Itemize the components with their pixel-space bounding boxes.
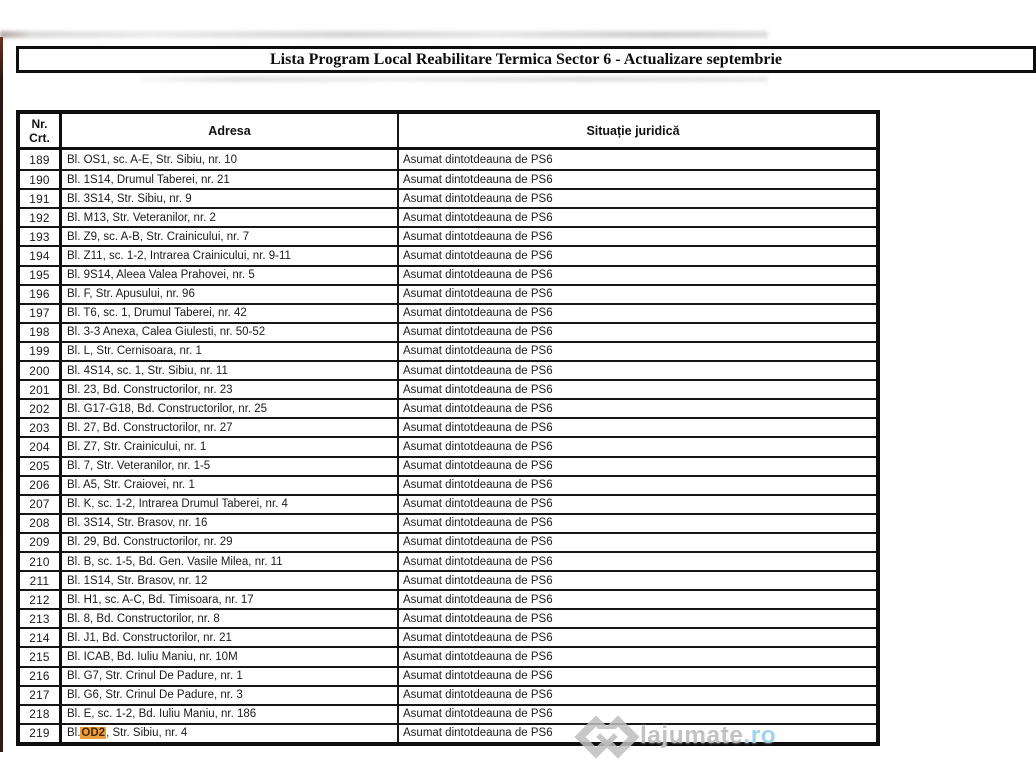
- address-cell: Bl. 8, Bd. Constructorilor, nr. 8: [62, 610, 399, 627]
- table-row: [20, 646, 876, 665]
- address-cell: Bl. 9S14, Aleea Valea Prahovei, nr. 5: [62, 267, 399, 284]
- row-number-cell: 218: [20, 706, 62, 723]
- scan-ghost-band-under-title: [140, 76, 768, 82]
- legal-status-cell: Asumat dintotdeauna de PS6: [403, 650, 553, 663]
- address-cell: Bl. 3-3 Anexa, Calea Giulesti, nr. 50-52: [62, 324, 399, 341]
- legal-status-cell: Asumat dintotdeauna de PS6: [403, 269, 553, 282]
- row-number-cell: 199: [20, 343, 62, 360]
- table-row: [20, 322, 876, 341]
- table-row: [20, 436, 876, 455]
- row-number-cell: 214: [20, 629, 62, 646]
- table-row: [20, 379, 876, 398]
- header-situatie-label: Situație juridică: [586, 123, 680, 138]
- address-cell: Bl. 1S14, Drumul Taberei, nr. 21: [62, 171, 399, 188]
- legal-status-cell: Asumat dintotdeauna de PS6: [403, 153, 553, 166]
- address-text: , Str. Sibiu, nr. 4: [106, 727, 188, 740]
- row-number-cell: 191: [20, 190, 62, 207]
- address-cell: Bl. Z7, Str. Crainicului, nr. 1: [62, 438, 399, 455]
- address-cell: Bl. B, sc. 1-5, Bd. Gen. Vasile Milea, nr. 11: [62, 553, 399, 570]
- table-row: [20, 551, 876, 570]
- row-number-cell: 194: [20, 247, 62, 264]
- address-cell: Bl. 3S14, Str. Sibiu, nr. 9: [62, 190, 399, 207]
- row-number-cell: 192: [20, 209, 62, 226]
- row-number-cell: 197: [20, 305, 62, 322]
- row-number-cell: 195: [20, 267, 62, 284]
- address-cell: Bl. M13, Str. Veteranilor, nr. 2: [62, 209, 399, 226]
- address-text: Bl.: [67, 727, 81, 740]
- address-cell: Bl. E, sc. 1-2, Bd. Iuliu Maniu, nr. 186: [62, 706, 399, 723]
- address-cell: Bl. Z11, sc. 1-2, Intrarea Crainicului, nr. 9-11: [62, 247, 399, 264]
- watermark-brand: lajumate: [640, 722, 744, 749]
- legal-status-cell: Asumat dintotdeauna de PS6: [403, 230, 553, 243]
- table-row: [20, 532, 876, 551]
- header-adresa: [62, 114, 399, 147]
- header-nr-line1: Nr.: [31, 116, 48, 131]
- address-cell: Bl. G6, Str. Crinul De Padure, nr. 3: [62, 687, 399, 704]
- legal-status-cell: Asumat dintotdeauna de PS6: [403, 440, 553, 453]
- row-number-cell: 203: [20, 419, 62, 436]
- address-cell: Bl. L, Str. Cernisoara, nr. 1: [62, 343, 399, 360]
- row-number-cell: 210: [20, 553, 62, 570]
- address-cell: Bl. 23, Bd. Constructorilor, nr. 23: [62, 381, 399, 398]
- address-cell: Bl. Z9, sc. A-B, Str. Crainicului, nr. 7: [62, 228, 399, 245]
- row-number-cell: 215: [20, 648, 62, 665]
- address-cell: Bl. 29, Bd. Constructorilor, nr. 29: [62, 534, 399, 551]
- header-nr-crt: [20, 114, 62, 147]
- legal-status-cell: Asumat dintotdeauna de PS6: [403, 479, 553, 492]
- table-row: [20, 685, 876, 704]
- legal-status-cell: Asumat dintotdeauna de PS6: [403, 727, 553, 740]
- row-number-cell: 201: [20, 381, 62, 398]
- table-row: [20, 608, 876, 627]
- table-row: [20, 226, 876, 245]
- legal-status-cell: Asumat dintotdeauna de PS6: [403, 612, 553, 625]
- row-number-cell: 202: [20, 400, 62, 417]
- reabilitare-termica-table: [16, 110, 880, 746]
- row-number-cell: 216: [20, 668, 62, 685]
- legal-status-cell: Asumat dintotdeauna de PS6: [403, 670, 553, 683]
- address-cell: [62, 725, 399, 742]
- row-number-cell: 204: [20, 438, 62, 455]
- table-row: [20, 456, 876, 475]
- row-number-cell: 219: [20, 725, 62, 742]
- table-body: [20, 150, 876, 742]
- table-row: [20, 417, 876, 436]
- legal-status-cell: Asumat dintotdeauna de PS6: [403, 192, 553, 205]
- legal-status-cell: Asumat dintotdeauna de PS6: [403, 307, 553, 320]
- table-row: [20, 398, 876, 417]
- table-row: [20, 475, 876, 494]
- row-number-cell: 208: [20, 515, 62, 532]
- address-cell: Bl. 7, Str. Veteranilor, nr. 1-5: [62, 458, 399, 475]
- legal-status-cell: Asumat dintotdeauna de PS6: [403, 173, 553, 186]
- row-number-cell: 209: [20, 534, 62, 551]
- table-row: [20, 589, 876, 608]
- row-number-cell: 217: [20, 687, 62, 704]
- address-cell: Bl. 3S14, Str. Brasov, nr. 16: [62, 515, 399, 532]
- scan-ghost-band-top: [0, 31, 768, 38]
- header-adresa-label: Adresa: [208, 123, 251, 138]
- address-cell: Bl. H1, sc. A-C, Bd. Timisoara, nr. 17: [62, 591, 399, 608]
- legal-status-cell: Asumat dintotdeauna de PS6: [403, 631, 553, 644]
- document-title-banner: [16, 46, 1036, 73]
- table-row: [20, 494, 876, 513]
- legal-status-cell: Asumat dintotdeauna de PS6: [403, 517, 553, 530]
- legal-status-cell: Asumat dintotdeauna de PS6: [403, 574, 553, 587]
- legal-status-cell: Asumat dintotdeauna de PS6: [403, 402, 553, 415]
- row-number-cell: 207: [20, 496, 62, 513]
- table-row: [20, 245, 876, 264]
- watermark-tld: .ro: [743, 722, 777, 749]
- header-nr-line2: Crt.: [29, 130, 50, 145]
- address-cell: Bl. T6, sc. 1, Drumul Taberei, nr. 42: [62, 305, 399, 322]
- row-number-cell: 193: [20, 228, 62, 245]
- table-header-row: [20, 114, 876, 150]
- legal-status-cell: Asumat dintotdeauna de PS6: [403, 689, 553, 702]
- row-number-cell: 206: [20, 477, 62, 494]
- legal-status-cell: Asumat dintotdeauna de PS6: [403, 498, 553, 511]
- address-cell: Bl. ICAB, Bd. Iuliu Maniu, nr. 10M: [62, 648, 399, 665]
- address-cell: Bl. G17-G18, Bd. Constructorilor, nr. 25: [62, 400, 399, 417]
- legal-status-cell: Asumat dintotdeauna de PS6: [403, 555, 553, 568]
- table-row: [20, 169, 876, 188]
- address-cell: Bl. 27, Bd. Constructorilor, nr. 27: [62, 419, 399, 436]
- table-row: [20, 723, 876, 742]
- legal-status-cell: Asumat dintotdeauna de PS6: [403, 288, 553, 301]
- table-row: [20, 627, 876, 646]
- address-cell: Bl. F, Str. Apusului, nr. 96: [62, 286, 399, 303]
- table-row: [20, 360, 876, 379]
- page-title: Lista Program Local Reabilitare Termica Sector 6 - Actualizare septembrie: [269, 51, 783, 68]
- legal-status-cell: Asumat dintotdeauna de PS6: [403, 593, 553, 606]
- legal-status-cell: Asumat dintotdeauna de PS6: [403, 708, 553, 721]
- row-number-cell: 198: [20, 324, 62, 341]
- table-row: [20, 265, 876, 284]
- legal-status-cell: Asumat dintotdeauna de PS6: [403, 460, 553, 473]
- highlighted-text: OD2: [81, 727, 106, 740]
- address-cell: Bl. J1, Bd. Constructorilor, nr. 21: [62, 629, 399, 646]
- legal-status-cell: Asumat dintotdeauna de PS6: [403, 383, 553, 396]
- legal-status-cell: Asumat dintotdeauna de PS6: [403, 345, 553, 358]
- legal-status-cell: Asumat dintotdeauna de PS6: [403, 250, 553, 263]
- row-number-cell: 213: [20, 610, 62, 627]
- table-row: [20, 513, 876, 532]
- legal-status-cell: Asumat dintotdeauna de PS6: [403, 364, 553, 377]
- row-number-cell: 205: [20, 458, 62, 475]
- row-number-cell: 196: [20, 286, 62, 303]
- address-cell: Bl. 4S14, sc. 1, Str. Sibiu, nr. 11: [62, 362, 399, 379]
- legal-status-cell: Asumat dintotdeauna de PS6: [403, 211, 553, 224]
- table-row: [20, 570, 876, 589]
- table-row: [20, 284, 876, 303]
- legal-status-cell: Asumat dintotdeauna de PS6: [403, 326, 553, 339]
- table-row: [20, 150, 876, 169]
- address-cell: Bl. G7, Str. Crinul De Padure, nr. 1: [62, 668, 399, 685]
- address-cell: Bl. OS1, sc. A-E, Str. Sibiu, nr. 10: [62, 150, 399, 169]
- address-cell: Bl. K, sc. 1-2, Intrarea Drumul Taberei, nr. 4: [62, 496, 399, 513]
- address-cell: Bl. 1S14, Str. Brasov, nr. 12: [62, 572, 399, 589]
- table-row: [20, 666, 876, 685]
- table-row: [20, 704, 876, 723]
- row-number-cell: 190: [20, 171, 62, 188]
- header-situatie-juridica: [399, 114, 867, 147]
- row-number-cell: 200: [20, 362, 62, 379]
- legal-status-cell: Asumat dintotdeauna de PS6: [403, 536, 553, 549]
- scan-edge-artifact: [0, 37, 3, 752]
- legal-status-cell: Asumat dintotdeauna de PS6: [403, 421, 553, 434]
- table-row: [20, 303, 876, 322]
- row-number-cell: 189: [20, 150, 62, 169]
- row-number-cell: 211: [20, 572, 62, 589]
- row-number-cell: 212: [20, 591, 62, 608]
- address-cell: Bl. A5, Str. Craiovei, nr. 1: [62, 477, 399, 494]
- table-row: [20, 341, 876, 360]
- table-row: [20, 207, 876, 226]
- table-row: [20, 188, 876, 207]
